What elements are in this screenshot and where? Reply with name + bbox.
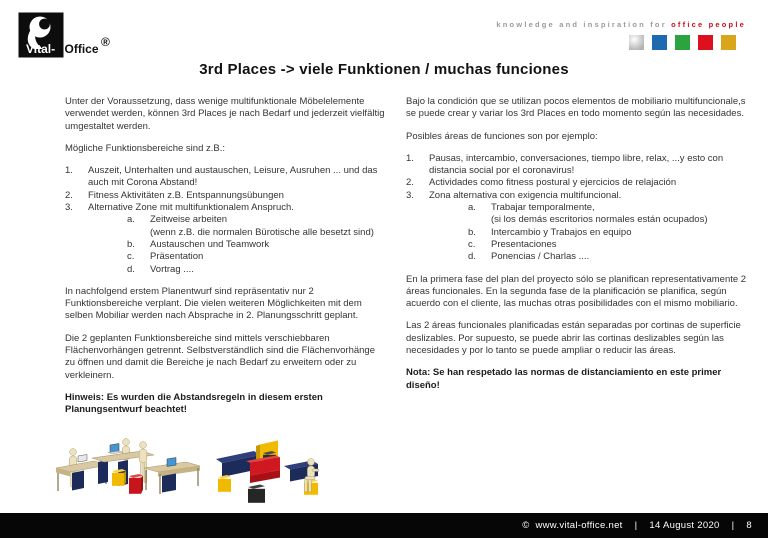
footer-copyright-url: © www.vital-office.net (522, 520, 623, 531)
vital-office-logo (18, 12, 128, 62)
sublist-line: (si los demás escritorios normales están ocupados) (491, 214, 708, 226)
logo-registered-mark: ® (101, 35, 110, 49)
list-text: Präsentation (150, 251, 204, 263)
sublist-item (65, 251, 385, 263)
footer-page-number: 8 (746, 520, 752, 531)
list-text: Pausas, intercambio, conversaciones, tiempo libre, relax, ...y esto con distancia social por el coronavirus! (429, 152, 724, 177)
list-text: Intercambio y Trabajos en equipo (491, 226, 632, 238)
list-letter: d. (468, 251, 476, 263)
tagline-gray-text: knowledge and inspiration for (496, 20, 667, 29)
color-square-blue (652, 35, 667, 50)
list-number: 3. (65, 202, 73, 214)
list-item (406, 177, 748, 189)
numbered-list (406, 153, 748, 264)
note-bold: Nota: Se han respetado las normas de distanciamiento en este primer diseño! (406, 367, 722, 391)
tagline-red-text: office people (671, 20, 746, 29)
paragraph: In nachfolgend erstem Planentwurf sind repräsentativ nur 2 Funktionsbereiche verplant. Die vielen weiteren Möglichkeiten mit dem selben Mobiliar werden nach Absprache in 2. Planungsschritt geplant. (65, 285, 362, 322)
list-intro: Mögliche Funktionsbereiche sind z.B.: (65, 142, 225, 154)
list-text: Actividades como fitness postural y ejercicios de relajación (429, 177, 677, 189)
list-item (65, 202, 385, 214)
sublist-item (65, 264, 385, 276)
paragraph: Die 2 geplanten Funktionsbereiche sind mittels verschiebbaren Flächenvorhängen getrennt. Selbstverständlich sind die Flächenvorhänge zu öffnen und damit die Bereiche je nach Bedarf zu erweitern oder zu verkleinern. (65, 332, 376, 381)
color-square-red (698, 35, 713, 50)
list-text: Presentaciones (491, 238, 557, 250)
list-text: Zona alternativa con exigencia multifuncional. (429, 189, 622, 201)
list-number: 1. (406, 152, 414, 164)
sublist-line: Zeitweise arbeiten (150, 214, 228, 226)
sublist-item (406, 202, 748, 227)
list-intro: Posibles áreas de funciones son por ejemplo: (406, 130, 598, 142)
office-furniture-illustration (50, 424, 350, 512)
list-text: Austauschen und Teamwork (150, 238, 270, 250)
paragraph: En la primera fase del plan del proyecto sólo se planifican representativamente 2 áreas funcionales. En la segunda fase de la planificación se planifica, según acuerdo con el cliente, las muchas otras posibilidades con el mismo mobiliario. (406, 273, 747, 310)
logo-text-vital: Vital- (26, 42, 56, 56)
page-title: 3rd Places -> viele Funktionen / muchas funciones (199, 61, 569, 78)
color-square-gold (721, 35, 736, 50)
list-letter: d. (127, 263, 135, 275)
list-letter: c. (127, 251, 135, 263)
sublist-line: Trabajar temporalmente, (491, 202, 595, 214)
paragraph: Unter der Voraussetzung, dass wenige multifunktionale Möbelelemente verwendet werden, können 3rd Places je nach Bedarf und jederzeit vielfältig umgestaltet werden. (65, 96, 385, 132)
note-bold: Hinweis: Es wurden die Abstandsregeln in diesem ersten Planungsentwurf beachtet! (65, 391, 323, 416)
numbered-list (65, 165, 385, 276)
list-text: Auszeit, Unterhalten und austauschen, Leisure, Ausruhen ... und das auch mit Corona Abstand! (88, 165, 378, 189)
paragraph: Las 2 áreas funcionales planificadas están separadas por cortinas de superficie deslizables. Por supuesto, se puede abrir las cortinas deslizables según las necesidades y por lo tanto se puede ampliar o reducir las áreas. (406, 320, 741, 357)
illustration-left-workstations (56, 439, 200, 494)
list-number: 1. (65, 165, 73, 177)
logo-text-office: Office (64, 42, 99, 56)
list-text (491, 202, 748, 227)
sublist-item (65, 214, 385, 239)
list-item (406, 153, 748, 178)
sublist-item (406, 227, 748, 239)
footer-bar (0, 513, 768, 538)
list-text (150, 214, 385, 239)
list-text: Vortrag .... (150, 263, 194, 275)
list-letter: b. (468, 226, 476, 238)
list-text: Fitness Aktivitäten z.B. Entspannungsübungen (88, 189, 284, 201)
list-letter: a. (127, 214, 135, 226)
list-text: Ponencias / Charlas .... (491, 251, 590, 263)
illustration-lounge-area (216, 441, 319, 503)
column-spanish (406, 96, 748, 402)
sublist-item (406, 239, 748, 251)
column-german (65, 96, 385, 427)
footer-date: 14 August 2020 (649, 520, 720, 531)
list-letter: b. (127, 238, 135, 250)
list-item (406, 190, 748, 202)
list-item (65, 190, 385, 202)
color-square-green (675, 35, 690, 50)
paragraph: Bajo la condición que se utilizan pocos elementos de mobiliario multifuncionale,s se puede crear y variar los 3rd Places en todo momento según las necesidades. (406, 96, 746, 120)
list-letter: a. (468, 202, 476, 214)
brand-color-squares (629, 35, 736, 50)
list-number: 3. (406, 189, 414, 201)
list-number: 2. (406, 177, 414, 189)
footer-separator: | (731, 520, 735, 531)
list-item (65, 165, 385, 190)
footer-separator: | (634, 520, 638, 531)
list-letter: c. (468, 238, 476, 250)
brand-tagline (496, 20, 746, 29)
sublist-item (406, 251, 748, 263)
list-number: 2. (65, 189, 73, 201)
sublist-line: (wenn z.B. die normalen Bürotische alle besetzt sind) (150, 226, 374, 238)
color-square-silver (629, 35, 644, 50)
list-text: Alternative Zone mit multifunktionalem Anspruch. (88, 202, 294, 214)
sublist-item (65, 239, 385, 251)
